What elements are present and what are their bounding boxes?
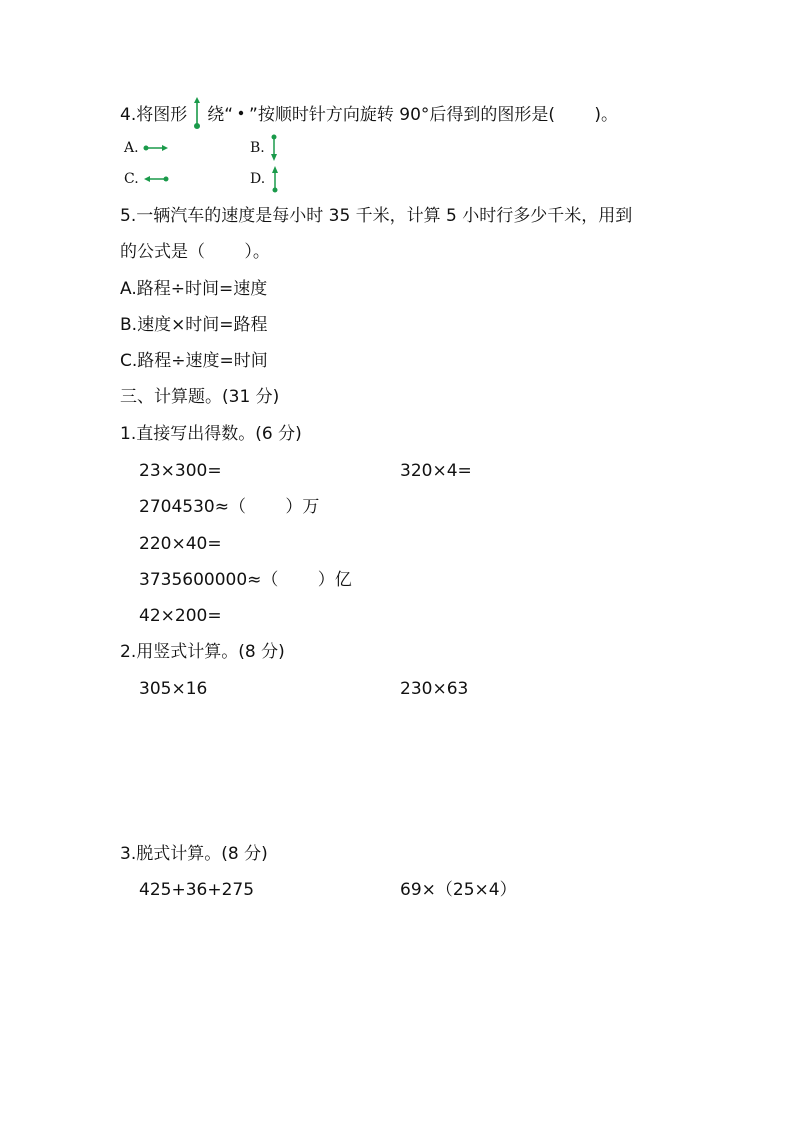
calc-1-item: 2704530≈（ ）万	[139, 497, 320, 517]
calc-1-item: 42×200=	[139, 606, 222, 626]
calc-2-item: 305×16	[139, 679, 208, 699]
calc-3-item: 69×（25×4）	[400, 880, 517, 900]
section-3-heading: 三、计算题。(31 分)	[120, 387, 280, 407]
question-4-prefix: 4.将图形	[120, 105, 188, 125]
question-5-option-b[interactable]: B.速度×时间=路程	[120, 315, 268, 335]
calc-2-item: 230×63	[400, 679, 469, 699]
question-4-option-c[interactable]	[124, 170, 169, 188]
option-b-label: B.	[250, 140, 265, 156]
calc-2-title: 2.用竖式计算。(8 分)	[120, 642, 285, 662]
question-4-option-b[interactable]	[250, 134, 279, 162]
question-5-stem-line-2: 的公式是（ ）。	[120, 242, 270, 262]
calc-1-item: 3735600000≈（ ）亿	[139, 570, 352, 590]
calc-3-item: 425+36+275	[139, 880, 255, 900]
arrow-right-figure-icon	[143, 143, 169, 153]
calc-1-item: 320×4=	[400, 461, 472, 481]
vertical-arrow-figure-icon	[191, 96, 203, 130]
question-4-option-d[interactable]	[250, 165, 280, 193]
calc-1-title: 1.直接写出得数。(6 分)	[120, 424, 302, 444]
rotation-center-dot-icon	[236, 101, 246, 111]
option-c-label: C.	[124, 171, 139, 187]
calc-3-title: 3.脱式计算。(8 分)	[120, 844, 268, 864]
arrow-down-figure-icon	[269, 134, 279, 162]
question-4-suffix: ”按顺时针方向旋转 90°后得到的图形是( )。	[249, 105, 619, 125]
option-a-label: A.	[124, 140, 139, 156]
question-5-option-a[interactable]: A.路程÷时间=速度	[120, 279, 268, 299]
arrow-left-figure-icon	[143, 174, 169, 184]
question-4-stem	[120, 96, 618, 130]
arrow-up-figure-icon	[270, 165, 280, 193]
question-4-option-a[interactable]	[124, 139, 169, 157]
option-d-label: D.	[250, 171, 266, 187]
question-5-option-c[interactable]: C.路程÷速度=时间	[120, 351, 268, 371]
calc-1-item: 220×40=	[139, 534, 222, 554]
question-5-stem-line-1: 5.一辆汽车的速度是每小时 35 千米，计算 5 小时行多少千米，用到	[120, 206, 633, 226]
question-4-mid: 绕“	[207, 105, 234, 125]
calc-1-item: 23×300=	[139, 461, 222, 481]
